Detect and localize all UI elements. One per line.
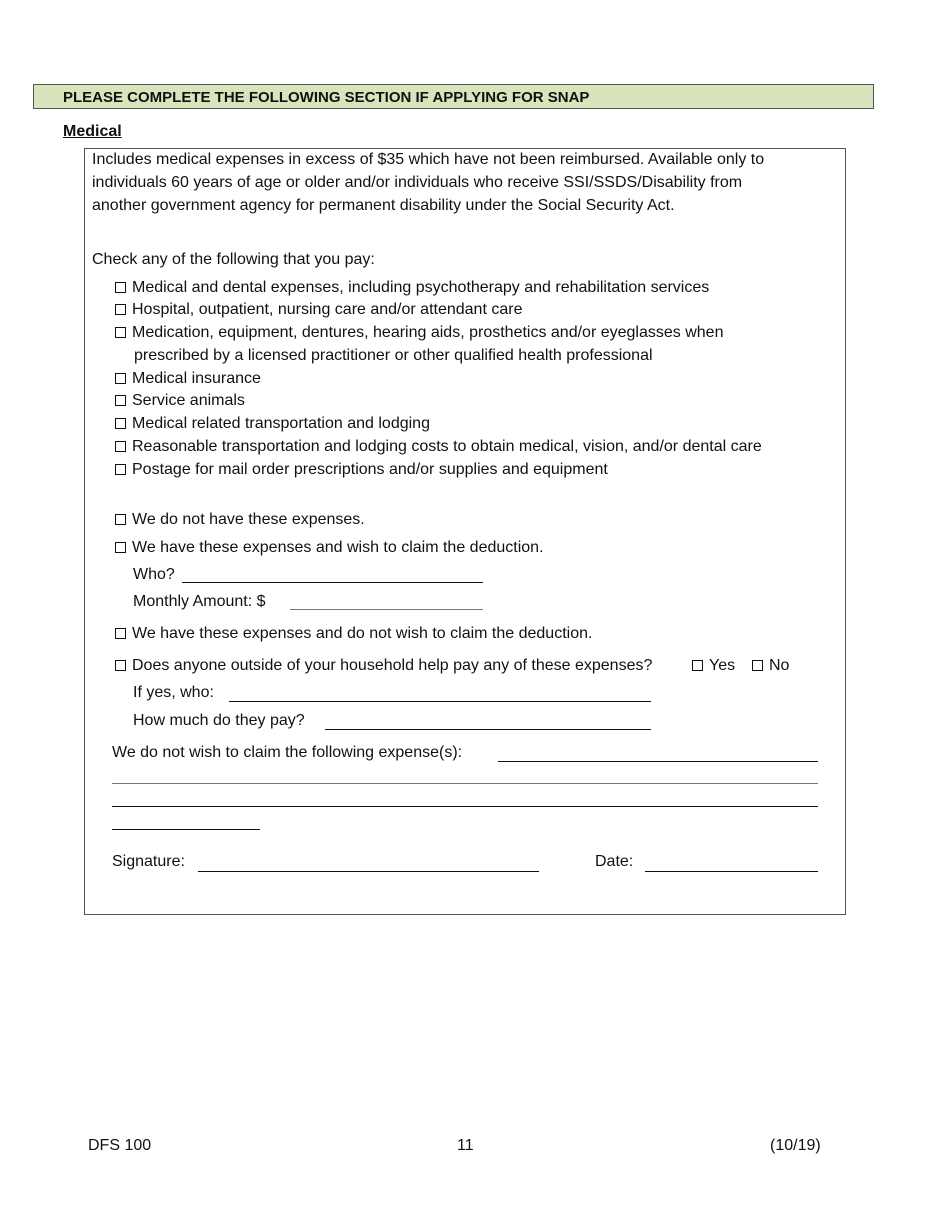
- form-id: DFS 100: [88, 1137, 152, 1154]
- banner-title: PLEASE COMPLETE THE FOLLOWING SECTION IF APPLYING FOR SNAP: [63, 89, 590, 106]
- no-checkbox[interactable]: [752, 660, 763, 671]
- expense-item: [115, 438, 762, 456]
- date-label: Date:: [595, 853, 634, 870]
- checkbox[interactable]: [115, 441, 126, 452]
- expense-label: Medical and dental expenses, including psychotherapy and rehabilitation services: [132, 279, 710, 296]
- expense-label-continuation: prescribed by a licensed practitioner or other qualified health professional: [134, 347, 653, 364]
- signature-label: Signature:: [112, 853, 185, 870]
- checkbox[interactable]: [115, 395, 126, 406]
- outside-help-question: Does anyone outside of your household help pay any of these expenses?: [115, 657, 652, 675]
- check-prompt: Check any of the following that you pay:: [92, 251, 375, 268]
- expense-item: [115, 415, 430, 433]
- not-claim-label: We do not wish to claim the following expense(s):: [112, 744, 463, 761]
- intro-line-1: Includes medical expenses in excess of $35 which have not been reimbursed. Available only to: [92, 151, 765, 168]
- who-field[interactable]: [182, 582, 483, 583]
- page-number: 11: [457, 1137, 474, 1154]
- who-label: Who?: [133, 566, 175, 583]
- checkbox[interactable]: [115, 628, 126, 639]
- expense-item: [115, 301, 522, 319]
- expense-label: Postage for mail order prescriptions and/or supplies and equipment: [132, 461, 608, 478]
- yes-checkbox[interactable]: [692, 660, 703, 671]
- checkbox[interactable]: [115, 327, 126, 338]
- if-yes-who-field[interactable]: [229, 701, 651, 702]
- not-claim-field-line-3[interactable]: [112, 806, 818, 807]
- how-much-label: How much do they pay?: [133, 712, 305, 729]
- not-claim-field[interactable]: [498, 761, 818, 762]
- signature-field[interactable]: [198, 871, 539, 872]
- checkbox[interactable]: [115, 514, 126, 525]
- claim-deduction-option: We have these expenses and wish to claim the deduction.: [115, 539, 544, 557]
- how-much-field[interactable]: [325, 729, 651, 730]
- expense-item: [115, 392, 245, 410]
- snap-section-banner: [33, 84, 874, 109]
- expense-item: [115, 461, 608, 479]
- intro-line-2: individuals 60 years of age or older and/or individuals who receive SSI/SSDS/Disability from: [92, 174, 743, 191]
- checkbox[interactable]: [115, 373, 126, 384]
- expense-label: Service animals: [132, 392, 245, 409]
- if-yes-who-label: If yes, who:: [133, 684, 214, 701]
- outside-help-no: No: [752, 657, 789, 675]
- no-expenses-option: We do not have these expenses.: [115, 511, 365, 529]
- expense-item: [115, 370, 261, 388]
- monthly-amount-field[interactable]: [290, 609, 483, 610]
- expense-label: Medical related transportation and lodging: [132, 415, 430, 432]
- expense-item: [115, 324, 723, 342]
- revision-date: (10/19): [770, 1137, 821, 1154]
- checkbox[interactable]: [115, 304, 126, 315]
- expense-item: [115, 279, 709, 297]
- checkbox[interactable]: [115, 464, 126, 475]
- not-claim-field-line-2[interactable]: [112, 783, 818, 784]
- checkbox[interactable]: [115, 418, 126, 429]
- date-field[interactable]: [645, 871, 818, 872]
- intro-line-3: another government agency for permanent disability under the Social Security Act.: [92, 197, 675, 214]
- expense-label: Medical insurance: [132, 370, 261, 387]
- not-claim-field-line-4[interactable]: [112, 829, 260, 830]
- expense-label: Medication, equipment, dentures, hearing aids, prosthetics and/or eyeglasses when: [132, 324, 724, 341]
- checkbox[interactable]: [115, 660, 126, 671]
- checkbox[interactable]: [115, 542, 126, 553]
- expense-label: Hospital, outpatient, nursing care and/or attendant care: [132, 301, 523, 318]
- checkbox[interactable]: [115, 282, 126, 293]
- monthly-amount-label: Monthly Amount: $: [133, 593, 266, 610]
- outside-help-yes: Yes: [692, 657, 735, 675]
- no-claim-option: We have these expenses and do not wish to claim the deduction.: [115, 625, 592, 643]
- expense-label: Reasonable transportation and lodging costs to obtain medical, vision, and/or dental care: [132, 438, 762, 455]
- section-title-medical: Medical: [63, 123, 122, 140]
